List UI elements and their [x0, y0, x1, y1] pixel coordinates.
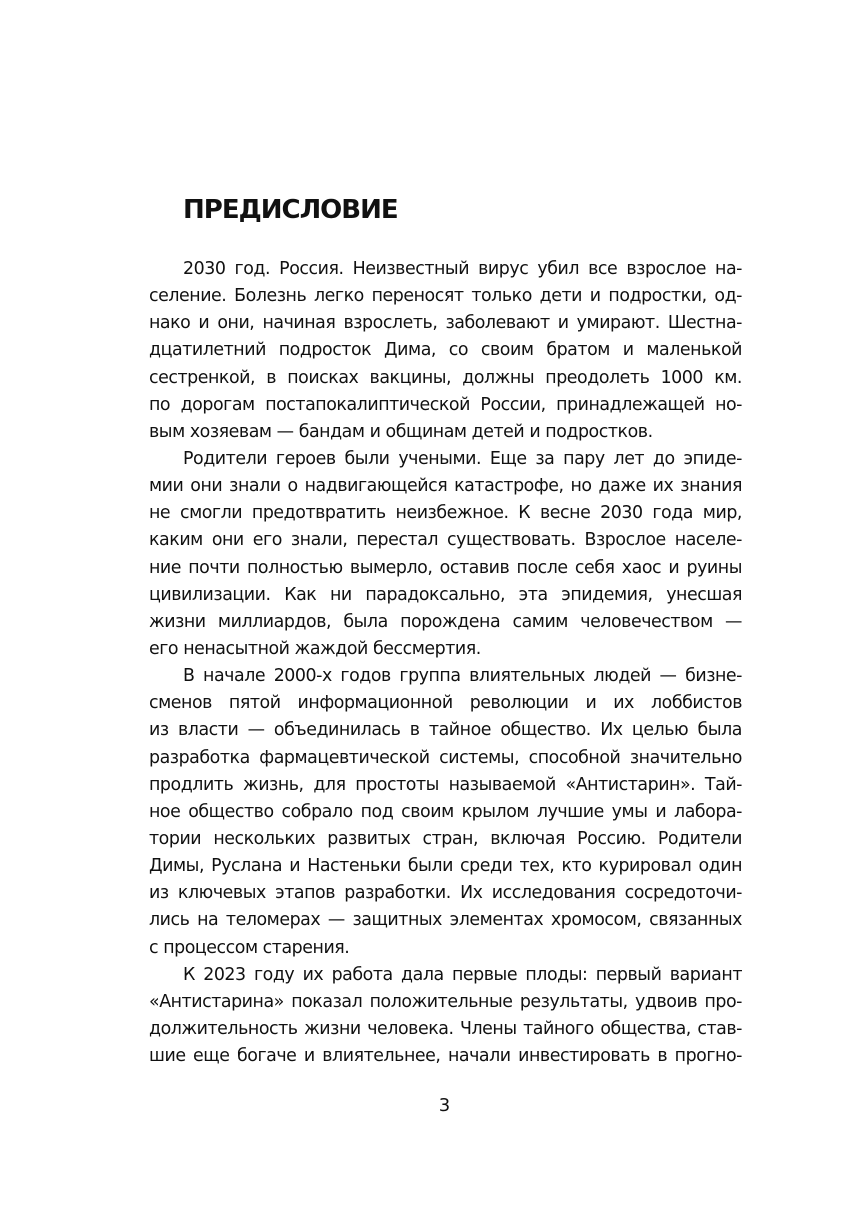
paragraph-2: [149, 446, 742, 663]
paragraph-3: [149, 663, 742, 962]
text-line: разработка фармацевтической системы, способной значительно: [149, 747, 742, 768]
text-line: мии они знали о надвигающейся катастрофе, но даже их знания: [149, 476, 742, 497]
text-line: К 2023 году их работа дала первые плоды: первый вариант: [183, 964, 742, 985]
text-line: шие еще богаче и влиятельнее, начали инвестировать в прогно-: [149, 1046, 742, 1067]
text-line: с процессом старения.: [149, 937, 350, 958]
paragraph-1: [149, 256, 742, 446]
text-line: ное общество собрало под своим крылом лучшие умы и лабора-: [149, 801, 742, 822]
paragraph-4: [149, 962, 742, 1071]
chapter-heading: ПРЕДИСЛОВИЕ: [183, 195, 398, 225]
text-line: жизни миллиардов, была порождена самим человечеством —: [149, 611, 742, 632]
text-line: не смогли предотвратить неизбежное. К весне 2030 года мир,: [149, 503, 742, 524]
text-line: по дорогам постапокалиптической России, принадлежащей но-: [149, 394, 742, 415]
text-line: должительность жизни человека. Члены тайного общества, став-: [149, 1018, 742, 1039]
body-text: [149, 256, 742, 1070]
text-line: Димы, Руслана и Настеньки были среди тех, кто курировал один: [149, 856, 742, 877]
text-line: Родители героев были учеными. Еще за пару лет до эпиде-: [183, 448, 742, 469]
page-number: 3: [438, 1095, 451, 1116]
text-line: «Антистарина» показал положительные результаты, удвоив про-: [149, 991, 742, 1012]
text-line: нако и они, начиная взрослеть, заболевают и умирают. Шестна-: [149, 313, 742, 334]
text-line: каким они его знали, перестал существовать. Взрослое населе-: [149, 530, 742, 551]
text-line: 2030 год. Россия. Неизвестный вирус убил все взрослое на-: [183, 259, 742, 279]
text-line: В начале 2000-х годов группа влиятельных людей — бизне-: [183, 666, 742, 687]
text-line: сестренкой, в поисках вакцины, должны преодолеть 1000 км.: [149, 367, 742, 388]
text-line: цивилизации. Как ни парадоксально, эта эпидемия, унесшая: [149, 584, 742, 605]
text-line: лись на теломерах — защитных элементах хромосом, связанных: [149, 910, 742, 931]
text-line: его ненасытной жаждой бессмертия.: [149, 638, 481, 659]
text-line: из ключевых этапов разработки. Их исследования сосредоточи-: [149, 883, 742, 904]
text-line: тории нескольких развитых стран, включая Россию. Родители: [149, 828, 742, 849]
text-line: сменов пятой информационной революции и их лоббистов: [149, 693, 742, 714]
text-line: дцатилетний подросток Дима, со своим братом и маленькой: [149, 340, 742, 361]
text-line: селение. Болезнь легко переносят только дети и подростки, од-: [149, 286, 742, 307]
text-line: из власти — объединилась в тайное общество. Их целью была: [149, 720, 742, 741]
text-line: ние почти полностью вымерло, оставив после себя хаос и руины: [149, 557, 742, 578]
text-line: продлить жизнь, для простоты называемой «Антистарин». Тай-: [149, 774, 742, 795]
text-line: вым хозяевам — бандам и общинам детей и подростков.: [149, 421, 653, 442]
